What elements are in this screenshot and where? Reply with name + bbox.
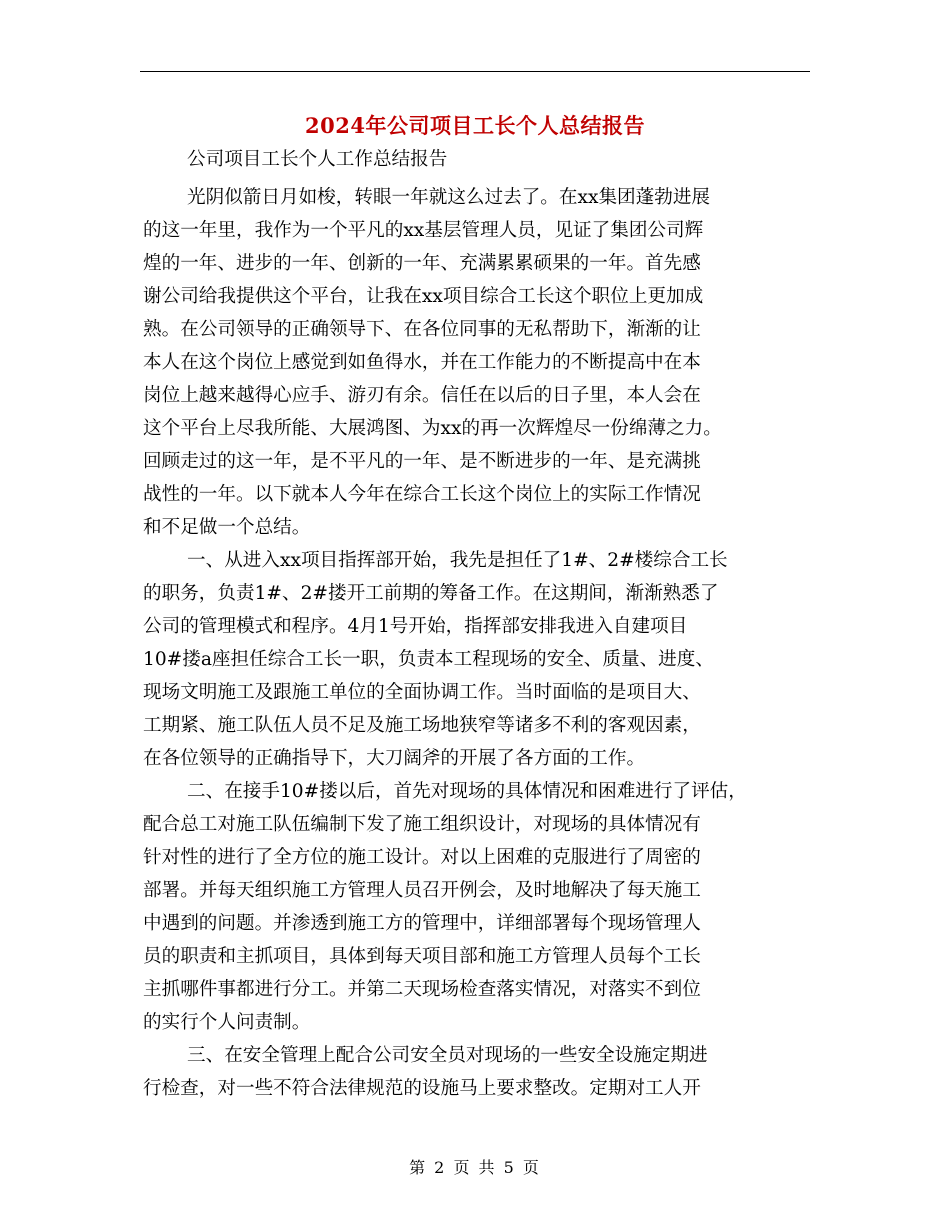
paragraph-line: 的实行个人问责制。: [143, 1012, 311, 1033]
paragraph-line: 在各位领导的正确指导下，大刀阔斧的开展了各方面的工作。: [143, 748, 646, 769]
paragraph-line: 员的职责和主抓项目，具体到每天项目部和施工方管理人员每个工长: [143, 946, 701, 967]
paragraph-line: 熟。在公司领导的正确领导下、在各位同事的无私帮助下，渐渐的让: [143, 319, 701, 340]
header-rule: [140, 71, 810, 72]
paragraph-line: 部署。并每天组织施工方管理人员召开例会，及时地解决了每天施工: [143, 880, 701, 901]
paragraph-line: 本人在这个岗位上感觉到如鱼得水，并在工作能力的不断提高中在本: [143, 352, 701, 373]
paragraph-line: 的这一年里，我作为一个平凡的xx基层管理人员，见证了集团公司辉: [143, 220, 704, 241]
paragraph-line: 岗位上越来越得心应手、游刃有余。信任在以后的日子里，本人会在: [143, 385, 701, 406]
paragraph-line: 三、在安全管理上配合公司安全员对现场的一些安全设施定期进: [187, 1045, 708, 1066]
paragraph-line: 工期紧、施工队伍人员不足及施工场地狭窄等诸多不利的客观因素，: [143, 715, 701, 736]
paragraph-line: 公司的管理模式和程序。4月1号开始，指挥部安排我进入自建项目: [143, 616, 688, 637]
paragraph-line: 针对性的进行了全方位的施工设计。对以上困难的克服进行了周密的: [143, 847, 701, 868]
paragraph-line: 10#搂a座担任综合工长一职，负责本工程现场的安全、质量、进度、: [143, 649, 714, 670]
paragraph-line: 行检查，对一些不符合法律规范的设施马上要求整改。定期对工人开: [143, 1078, 701, 1099]
subtitle-line: 公司项目工长个人工作总结报告: [187, 149, 448, 170]
paragraph-line: 煌的一年、进步的一年、创新的一年、充满累累硕果的一年。首先感: [143, 253, 701, 274]
document-title: 2024年公司项目工长个人总结报告: [305, 113, 645, 138]
paragraph-line: 谢公司给我提供这个平台，让我在xx项目综合工长这个职位上更加成: [143, 286, 704, 307]
paragraph-line: 现场文明施工及跟施工单位的全面协调工作。当时面临的是项目大、: [143, 682, 701, 703]
paragraph-line: 配合总工对施工队伍编制下发了施工组织设计，对现场的具体情况有: [143, 814, 701, 835]
paragraph-line: 一、从进入xx项目指挥部开始，我先是担任了1#、2#楼综合工长: [187, 550, 728, 571]
page-footer: 第 2 页 共 5 页: [409, 1158, 541, 1177]
paragraph-line: 二、在接手10#搂以后，首先对现场的具体情况和困难进行了评估，: [187, 781, 747, 802]
paragraph-line: 和不足做一个总结。: [143, 517, 311, 538]
paragraph-line: 这个平台上尽我所能、大展鸿图、为xx的再一次辉煌尽一份绵薄之力。: [143, 418, 722, 439]
paragraph-line: 战性的一年。以下就本人今年在综合工长这个岗位上的实际工作情况: [143, 484, 701, 505]
paragraph-line: 的职务，负责1#、2#搂开工前期的筹备工作。在这期间，渐渐熟悉了: [143, 583, 719, 604]
paragraph-line: 主抓哪件事都进行分工。并第二天现场检查落实情况，对落实不到位: [143, 979, 701, 1000]
paragraph-line: 中遇到的问题。并渗透到施工方的管理中，详细部署每个现场管理人: [143, 913, 701, 934]
paragraph-line: 回顾走过的这一年，是不平凡的一年、是不断进步的一年、是充满挑: [143, 451, 701, 472]
paragraph-line: 光阴似箭日月如梭，转眼一年就这么过去了。在xx集团蓬勃进展: [187, 187, 711, 208]
